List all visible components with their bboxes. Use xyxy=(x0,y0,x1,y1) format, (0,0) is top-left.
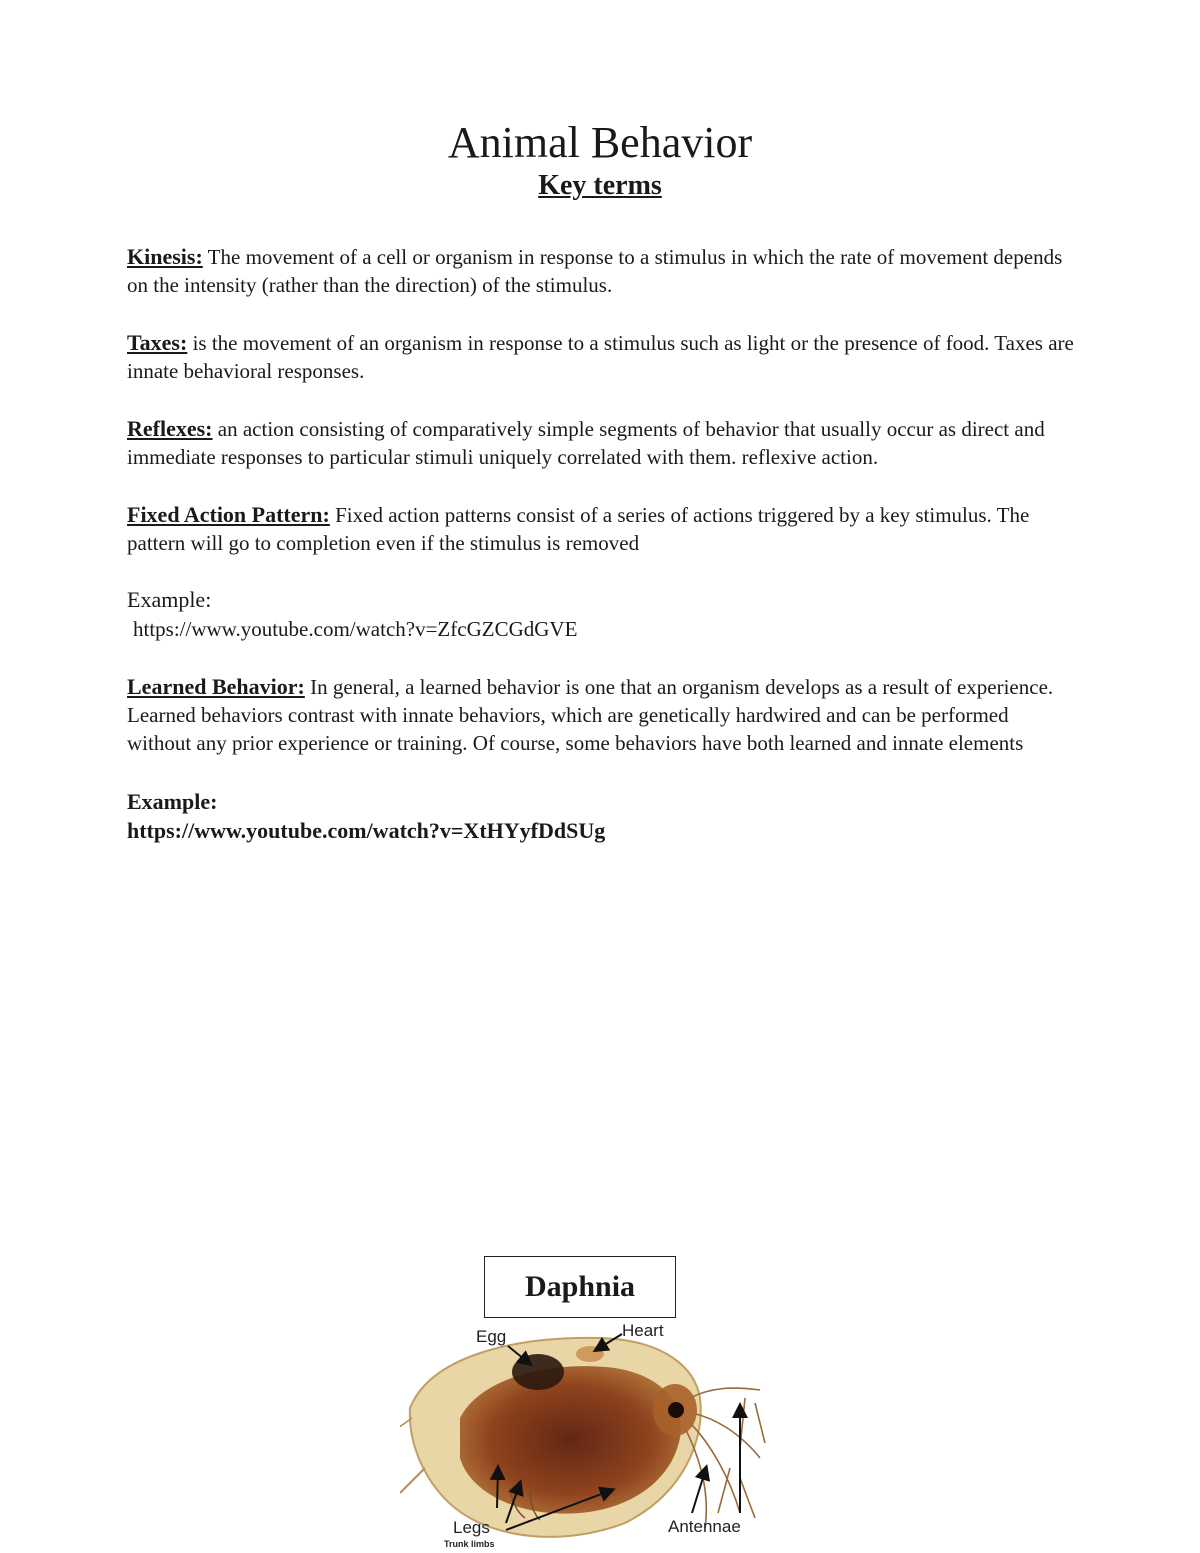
example-link[interactable]: https://www.youtube.com/watch?v=ZfcGZCGdGVE xyxy=(133,617,578,641)
example-label: Example: xyxy=(127,587,212,612)
figure-title-box xyxy=(484,1256,676,1318)
example-learned-behavior xyxy=(127,787,1077,845)
term-reflexes xyxy=(127,415,1077,471)
term-definition: is the movement of an organism in response to a stimulus such as light or the presence of food. Taxes are innate behavioral responses. xyxy=(127,331,1074,383)
document-subtitle: Key terms xyxy=(538,170,662,201)
document-title: Animal Behavior xyxy=(447,118,753,167)
term-taxes xyxy=(127,329,1077,385)
term-kinesis xyxy=(127,243,1077,299)
term-label: Kinesis: xyxy=(127,244,203,269)
term-definition: In general, a learned behavior is one that an organism develops as a result of experience. Learned behaviors contrast with innate behaviors, which are genetically hardwired and can be performed without any prior experience or training. Of course, some behaviors have both learned and innate elements xyxy=(127,675,1054,755)
term-definition: an action consisting of comparatively simple segments of behavior that usually occur as direct and immediate responses to particular stimuli uniquely correlated with them. reflexive action. xyxy=(127,417,1045,469)
term-label: Learned Behavior: xyxy=(127,674,305,699)
term-label: Fixed Action Pattern: xyxy=(127,502,330,527)
document-body xyxy=(127,243,1077,875)
label-legs: Legs xyxy=(453,1518,490,1537)
figure-title: Daphnia xyxy=(524,1270,636,1303)
label-heart: Heart xyxy=(622,1321,664,1340)
label-trunk-limbs: Trunk limbs xyxy=(444,1539,495,1549)
term-definition: Fixed action patterns consist of a series of actions triggered by a key stimulus. The pattern will go to completion even if the stimulus is removed xyxy=(127,503,1030,555)
term-learned-behavior xyxy=(127,673,1077,757)
term-label: Taxes: xyxy=(127,330,188,355)
example-label: Example: xyxy=(127,789,218,814)
example-fixed-action-pattern xyxy=(127,585,1077,643)
label-antennae: Antennae xyxy=(668,1517,741,1536)
term-fixed-action-pattern xyxy=(127,501,1077,557)
daphnia-diagram xyxy=(400,1318,790,1550)
term-definition: The movement of a cell or organism in response to a stimulus in which the rate of movement depends on the intensity (rather than the direction) of the stimulus. xyxy=(127,245,1063,297)
daphnia-tail-spine xyxy=(400,1468,425,1493)
term-label: Reflexes: xyxy=(127,416,213,441)
daphnia-egg xyxy=(512,1354,564,1390)
example-link[interactable]: https://www.youtube.com/watch?v=XtHYyfDdSUg xyxy=(127,818,606,843)
label-egg: Egg xyxy=(476,1327,507,1346)
daphnia-eye xyxy=(668,1402,684,1418)
